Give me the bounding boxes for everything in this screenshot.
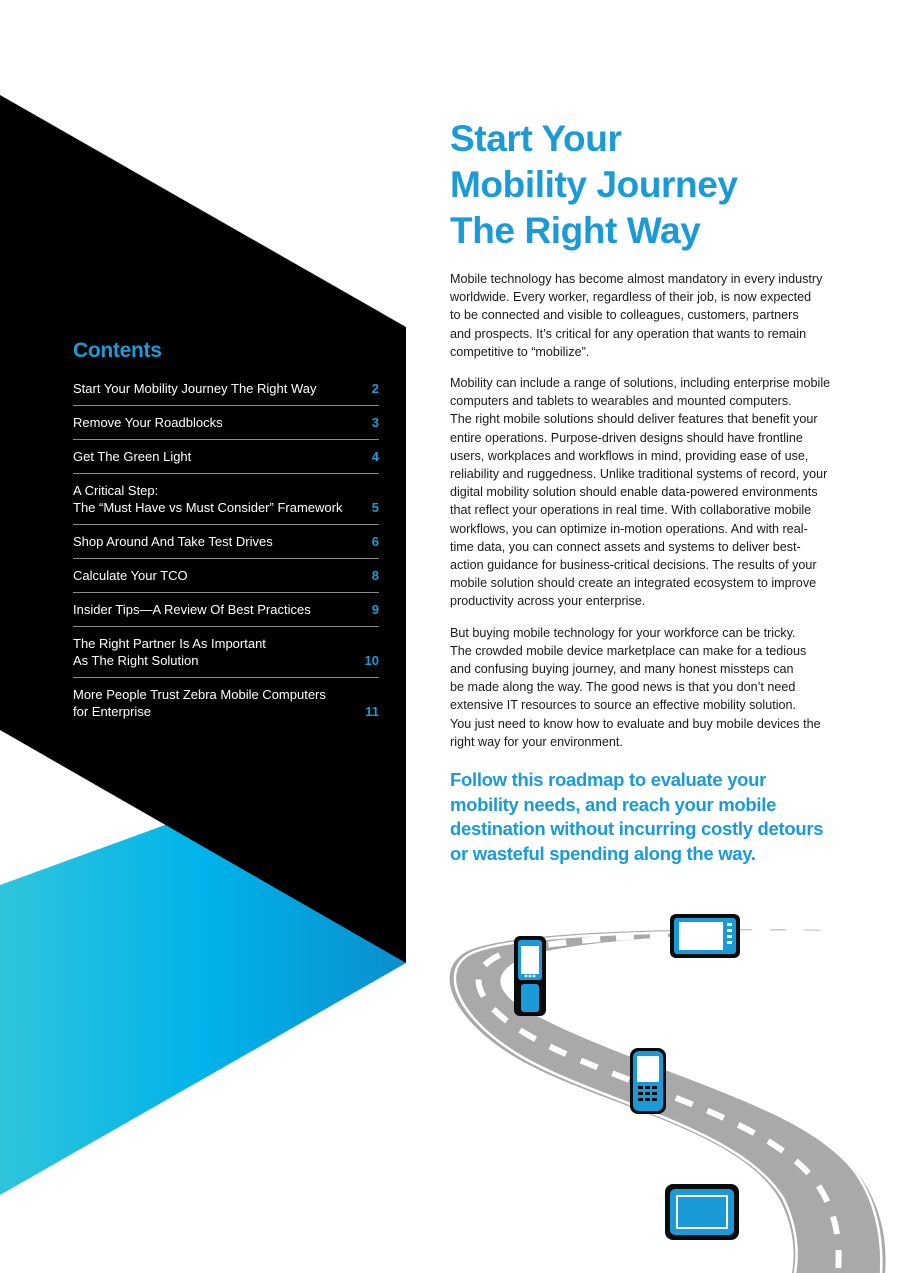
toc-page-number: 5 xyxy=(371,500,379,515)
toc-page-number: 6 xyxy=(371,534,379,549)
body-paragraph: Mobility can include a range of solutions, including enterprise mobile computers and tablets to wearables and mounted computers. The right mobile solutions should deliver features that benefit your entire operations. Purpose-driven designs should have frontline users, workplaces and workflows in mind, providing ease of use, reliability and ruggedness. Unlike traditional systems of record, your digital mobility solution should enable data-powered environments that reflect your operations in real time. With collaborative mobile workflows, you can optimize in-motion operations. And with real- time data, you can connect assets and systems to deliver best- action guidance for business-critical decisions. The results of your mobile solution should create an integrated ecosystem to improve productivity across your enterprise. xyxy=(450,376,831,609)
toc-page-number: 4 xyxy=(371,449,379,464)
mobile-phone-icon xyxy=(630,1048,666,1114)
toc-label: Shop Around And Take Test Drives xyxy=(73,534,273,549)
toc-item[interactable] xyxy=(73,559,379,593)
toc-label: Remove Your Roadblocks xyxy=(73,415,223,430)
toc-page-number: 11 xyxy=(365,704,379,719)
toc-page-number: 8 xyxy=(371,568,379,583)
toc-page-number: 10 xyxy=(364,653,379,668)
toc-item[interactable] xyxy=(73,372,379,406)
toc-label: Get The Green Light xyxy=(73,449,192,464)
rugged-tablet-icon xyxy=(665,1184,739,1240)
toc-label: Calculate Your TCO xyxy=(73,568,188,583)
toc-label: More People Trust Zebra Mobile Computers for Enterprise xyxy=(73,687,326,719)
toc-label: The Right Partner Is As Important As The Right Solution xyxy=(73,636,266,668)
contents-panel xyxy=(73,338,379,728)
toc-page-number: 2 xyxy=(371,381,379,396)
callout-text: Follow this roadmap to evaluate your mobility needs, and reach your mobile destination without incurring costly detours or wasteful spending along the way. xyxy=(450,769,824,864)
toc-page-number: 9 xyxy=(371,602,379,617)
toc-item[interactable] xyxy=(73,474,379,525)
toc-item[interactable] xyxy=(73,627,379,678)
page-title: Start Your Mobility Journey The Right Way xyxy=(450,118,738,251)
toc-item[interactable] xyxy=(73,406,379,440)
contents-title: Contents xyxy=(73,339,162,362)
body-paragraph: But buying mobile technology for your workforce can be tricky. The crowded mobile device marketplace can make for a tedious and confusing buying journey, and many honest missteps can be made along the way. The good news is that you don’t need extensive IT resources to source an effective mobility solution. You just need to know how to evaluate and buy mobile devices the right way for your environment. xyxy=(450,625,821,749)
handheld-scanner-icon xyxy=(514,936,546,1016)
road-illustration xyxy=(440,900,900,1273)
toc-item[interactable] xyxy=(73,678,379,728)
main-article xyxy=(450,116,875,866)
toc-label: Start Your Mobility Journey The Right Way xyxy=(73,381,317,396)
toc-item[interactable] xyxy=(73,525,379,559)
toc-label: A Critical Step: The “Must Have vs Must Consider” Framework xyxy=(73,483,343,515)
toc-item[interactable] xyxy=(73,593,379,627)
tablet-icon xyxy=(670,914,740,958)
toc-item[interactable] xyxy=(73,440,379,474)
toc-page-number: 3 xyxy=(371,415,379,430)
toc-list xyxy=(73,372,379,728)
body-paragraph: Mobile technology has become almost mandatory in every industry worldwide. Every worker, regardless of their job, is now expected to be connected and visible to colleagues, customers, partners and prospects. It’s critical for any operation that wants to remain competitive to “mobilize”. xyxy=(450,272,823,359)
toc-label: Insider Tips—A Review Of Best Practices xyxy=(73,602,311,617)
